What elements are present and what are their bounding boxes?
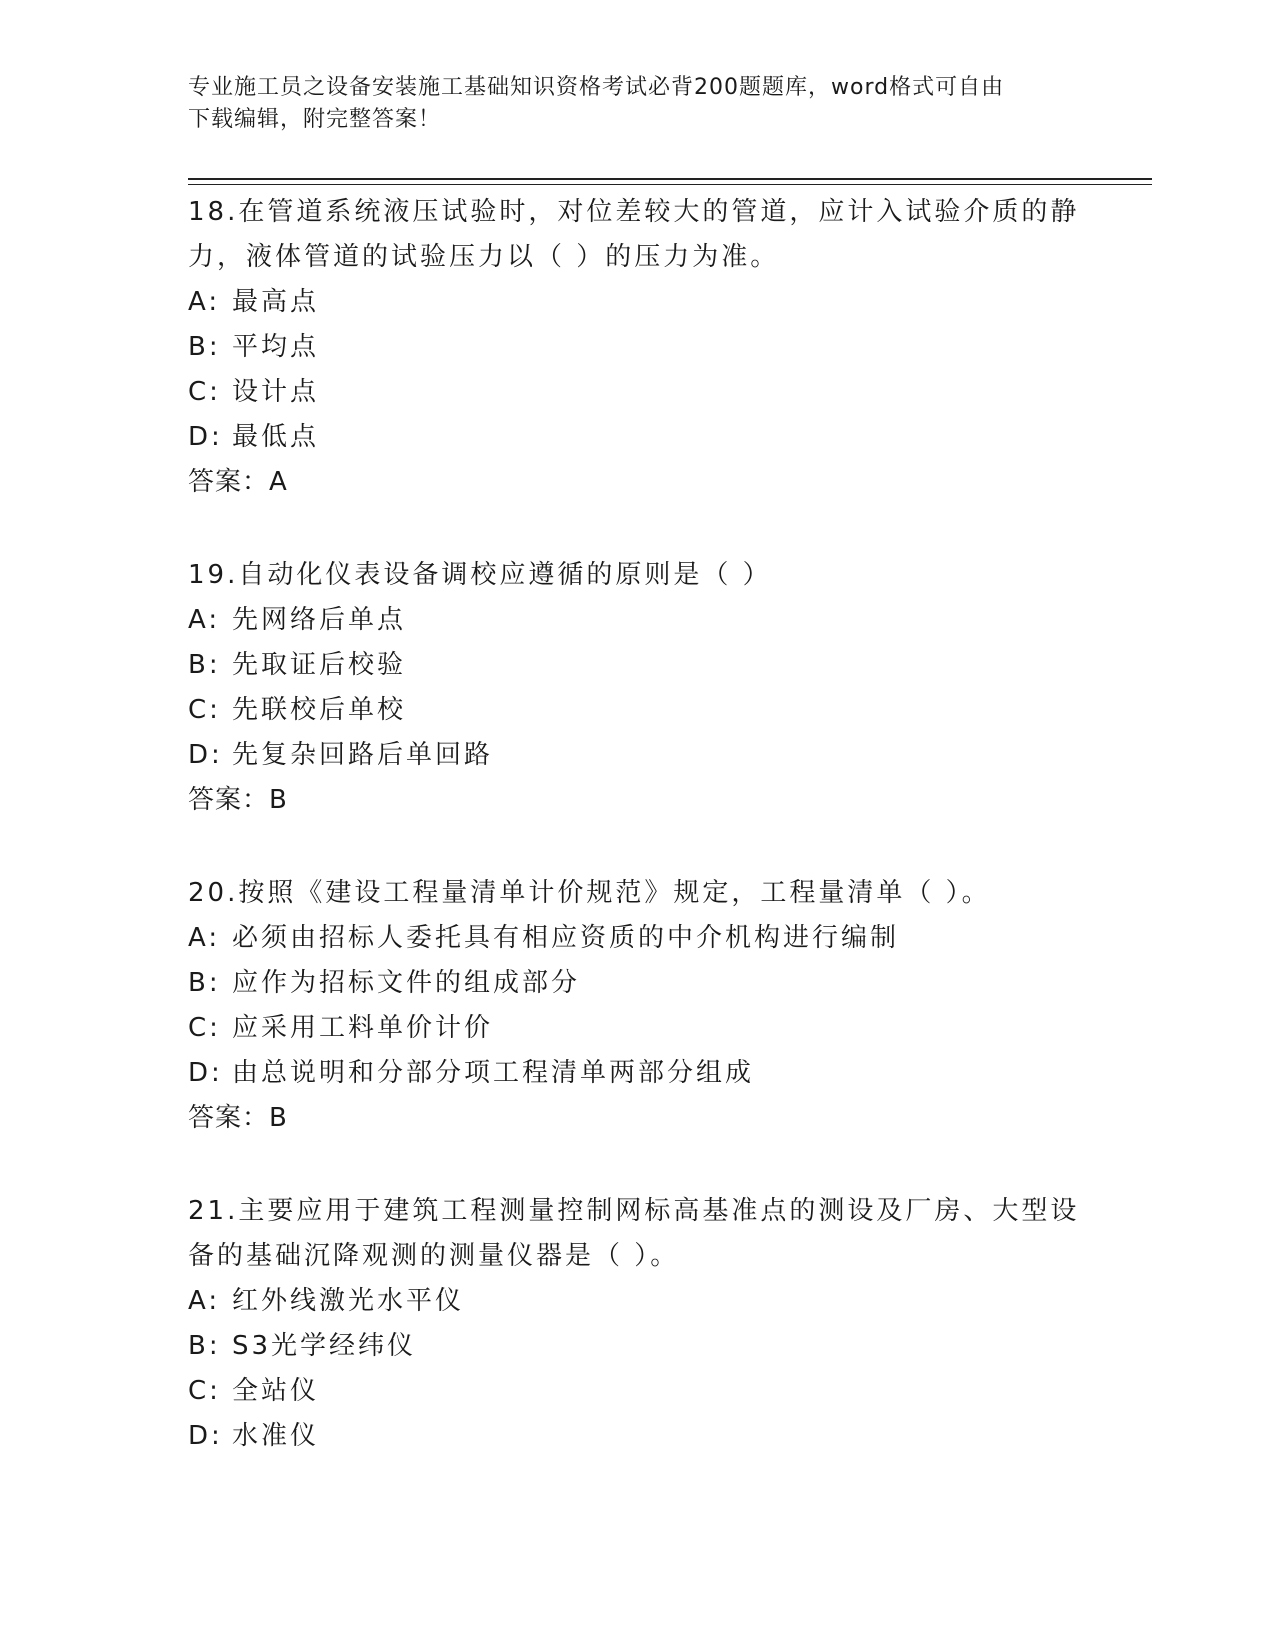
- question-stem: 18.在管道系统液压试验时，对位差较大的管道，应计入试验介质的静: [188, 197, 1080, 227]
- question-19: [188, 553, 1088, 823]
- option-text: 红外线激光水平仪: [232, 1286, 465, 1316]
- option-text: 应作为招标文件的组成部分: [232, 968, 581, 998]
- header-divider-thick: [188, 178, 1152, 180]
- option-text: 先联校后单校: [232, 695, 407, 725]
- option-d: [188, 1051, 1088, 1096]
- option-text: 最高点: [232, 287, 320, 317]
- question-20: [188, 871, 1088, 1141]
- option-c: [188, 688, 1088, 733]
- option-d: [188, 733, 1088, 778]
- option-text: 由总说明和分部分项工程清单两部分组成: [232, 1058, 755, 1088]
- option-text: 全站仪: [232, 1376, 320, 1406]
- option-text: 最低点: [232, 422, 320, 452]
- option-c: [188, 1006, 1088, 1051]
- header-line-1: 专业施工员之设备安装施工基础知识资格考试必背200题题库，word格式可自由: [188, 75, 1005, 100]
- option-letter: A:: [188, 605, 221, 635]
- answer-line: 答案：B: [188, 785, 288, 815]
- option-letter: D:: [188, 740, 223, 770]
- option-letter: D:: [188, 422, 223, 452]
- option-text: 先复杂回路后单回路: [232, 740, 494, 770]
- option-letter: D:: [188, 1421, 223, 1451]
- option-text: 水准仪: [232, 1421, 320, 1451]
- option-letter: A:: [188, 1286, 221, 1316]
- option-a: [188, 280, 1088, 325]
- option-letter: B:: [188, 968, 221, 998]
- option-text: 先取证后校验: [232, 650, 407, 680]
- option-text: 必须由招标人委托具有相应资质的中介机构进行编制: [232, 923, 900, 953]
- option-d: [188, 1414, 1088, 1459]
- option-text: 先网络后单点: [232, 605, 407, 635]
- option-letter: C:: [188, 1376, 221, 1406]
- option-letter: A:: [188, 923, 221, 953]
- question-stem-continued: 力，液体管道的试验压力以（ ）的压力为准。: [188, 242, 780, 272]
- option-text: 应采用工料单价计价: [232, 1013, 494, 1043]
- option-letter: B:: [188, 650, 221, 680]
- option-letter: B:: [188, 332, 221, 362]
- option-a: [188, 1279, 1088, 1324]
- option-letter: D:: [188, 1058, 223, 1088]
- option-letter: B:: [188, 1331, 221, 1361]
- option-b: [188, 643, 1088, 688]
- option-letter: C:: [188, 1013, 221, 1043]
- option-b: [188, 325, 1088, 370]
- option-c: [188, 1369, 1088, 1414]
- option-c: [188, 370, 1088, 415]
- question-21: [188, 1189, 1088, 1459]
- option-text: 设计点: [232, 377, 320, 407]
- option-text: 平均点: [232, 332, 320, 362]
- document-header: [188, 72, 1068, 136]
- option-b: [188, 1324, 1088, 1369]
- question-list: [188, 190, 1088, 1507]
- option-a: [188, 916, 1088, 961]
- header-divider-thin: [188, 184, 1152, 185]
- option-letter: C:: [188, 377, 221, 407]
- question-stem: 21.主要应用于建筑工程测量控制网标高基准点的测设及厂房、大型设: [188, 1196, 1080, 1226]
- option-text: S3光学经纬仪: [232, 1331, 417, 1361]
- question-18: [188, 190, 1088, 505]
- option-letter: A:: [188, 287, 221, 317]
- option-b: [188, 961, 1088, 1006]
- question-stem-continued: 备的基础沉降观测的测量仪器是（ ）。: [188, 1241, 680, 1271]
- header-line-2: 下载编辑，附完整答案！: [188, 107, 442, 132]
- option-a: [188, 598, 1088, 643]
- answer-line: 答案：B: [188, 1103, 288, 1133]
- question-stem: 19.自动化仪表设备调校应遵循的原则是（ ）: [188, 560, 772, 590]
- option-d: [188, 415, 1088, 460]
- option-letter: C:: [188, 695, 221, 725]
- answer-line: 答案：A: [188, 467, 288, 497]
- question-stem: 20.按照《建设工程量清单计价规范》规定，工程量清单（ ）。: [188, 878, 991, 908]
